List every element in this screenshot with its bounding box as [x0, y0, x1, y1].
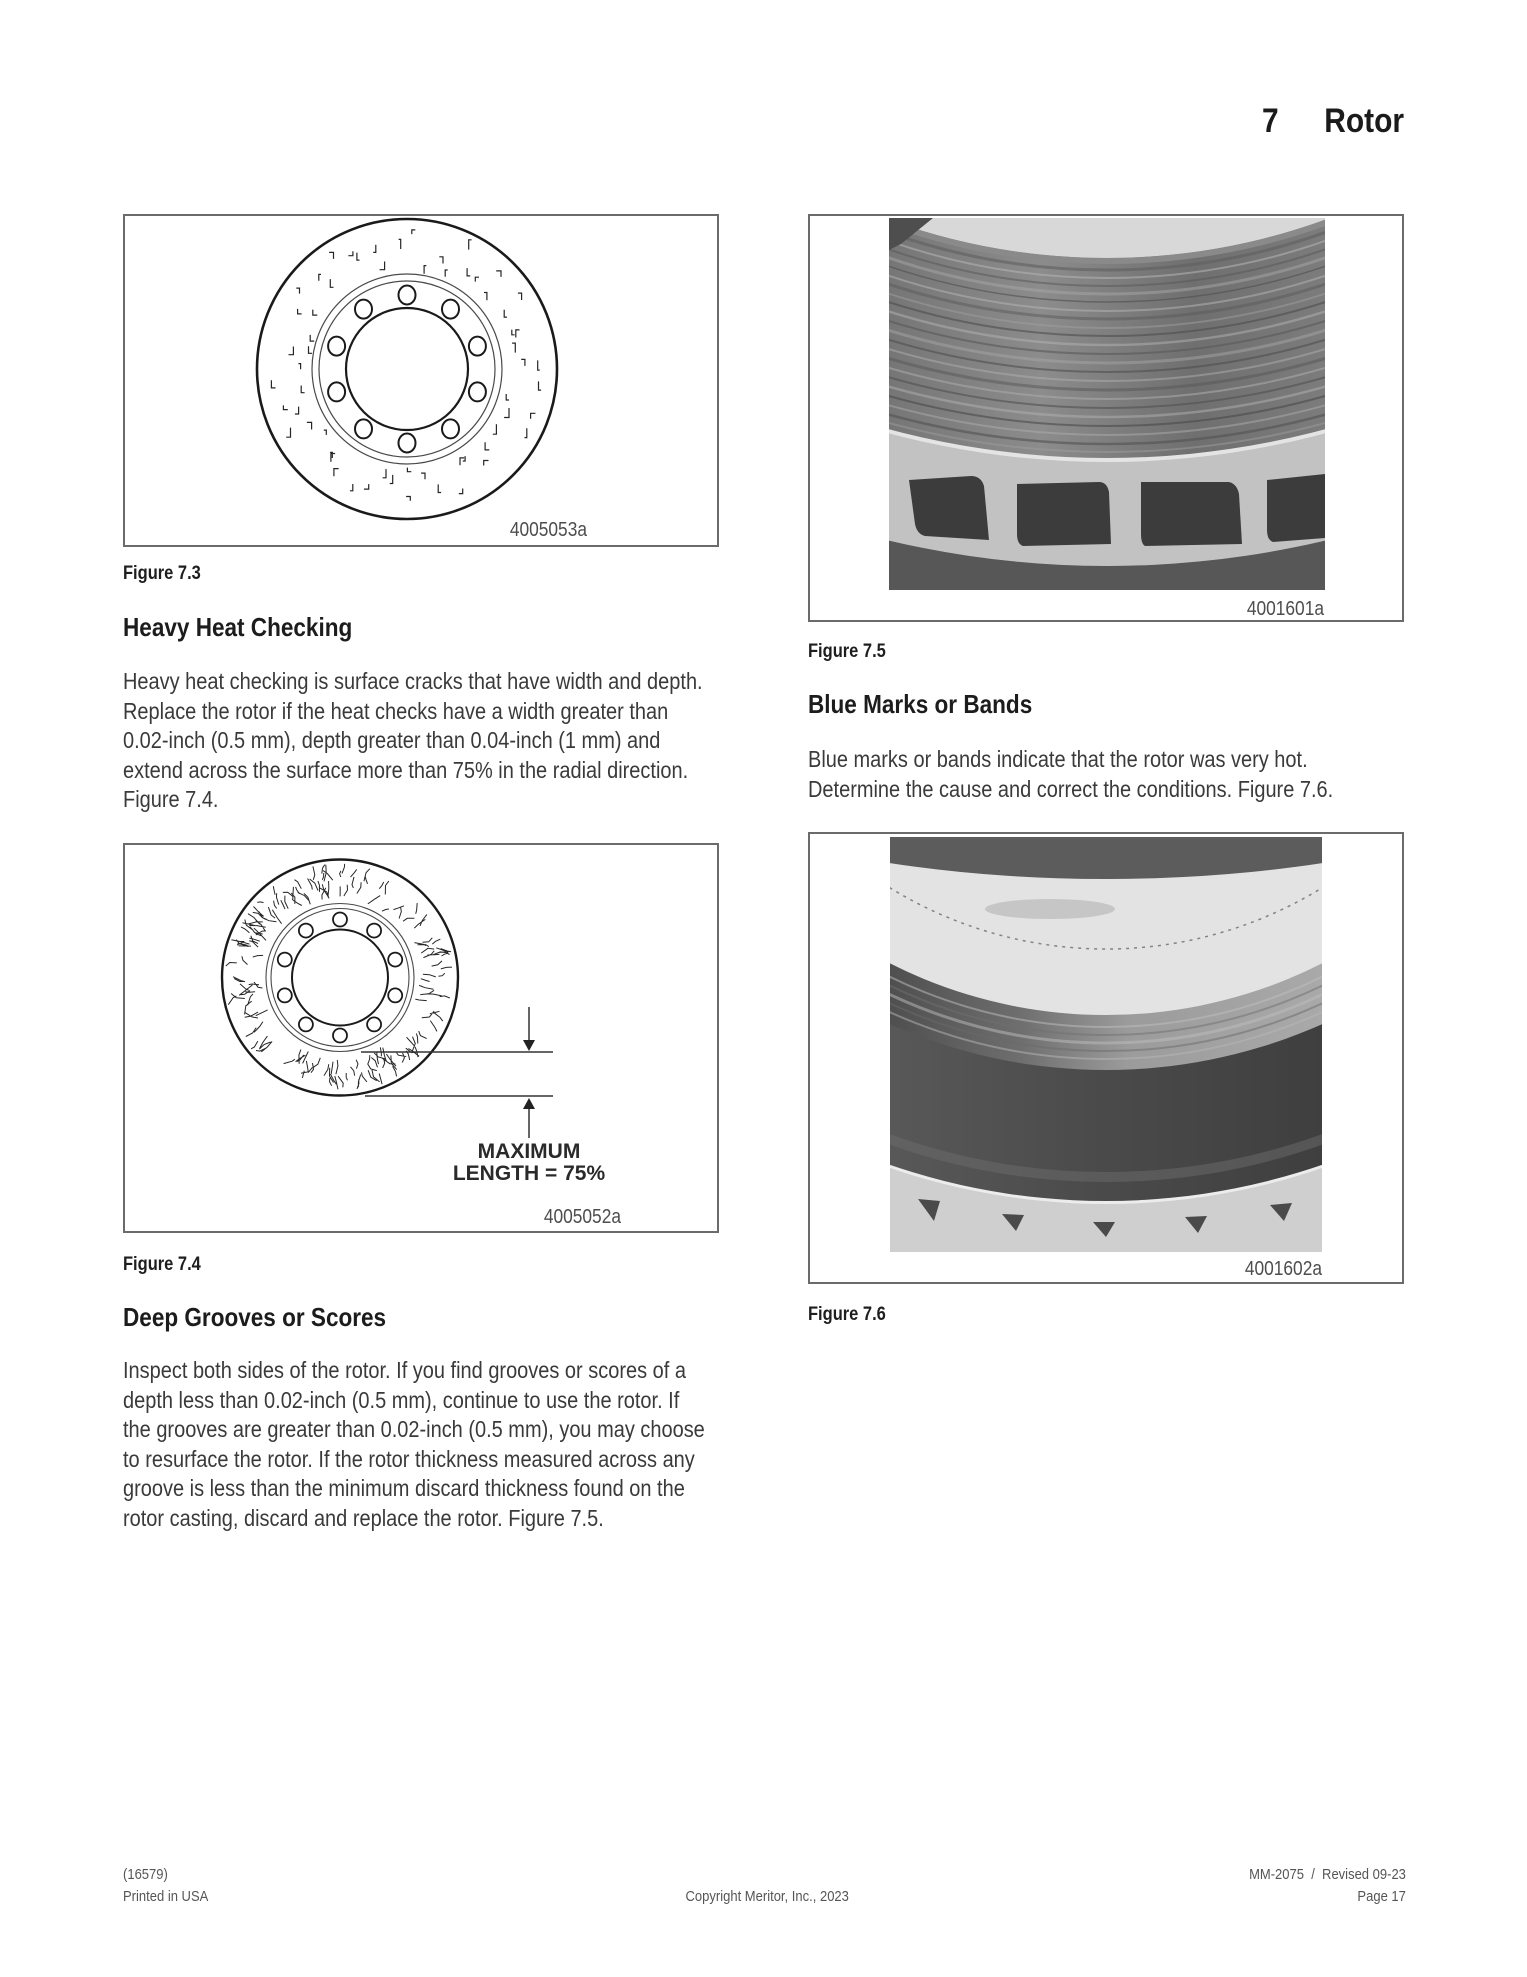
paragraph-blue-marks [808, 745, 1333, 804]
footer-copyright-row [0, 1889, 1527, 1904]
paragraph-line: depth less than 0.02-inch (0.5 mm), continue to use the rotor. If [123, 1386, 680, 1413]
paragraph-heavy-heat-checking [123, 667, 703, 815]
heat-crack-marks [226, 864, 452, 1089]
figure-7-3-image-id: 4005053a [509, 519, 587, 541]
footer-copyright: Copyright Meritor, Inc., 2023 [685, 1888, 849, 1905]
figure-7-6-caption: Figure 7.6 [808, 1304, 886, 1325]
paragraph-line: Heavy heat checking is surface cracks that have width and depth. [123, 668, 703, 694]
paragraph-line: extend across the surface more than 75% in the radial direction. [123, 756, 689, 783]
heading-deep-grooves: Deep Grooves or Scores [123, 1302, 387, 1332]
rotor-light-heat-check-diagram [125, 216, 717, 545]
chapter-title: Rotor [1324, 102, 1404, 140]
paragraph-line: the grooves are greater than 0.02-inch (0.5 mm), you may choose [123, 1416, 705, 1443]
bolt-holes [278, 913, 402, 1043]
paragraph-line: rotor casting, discard and replace the rotor. Figure 7.5. [123, 1504, 604, 1531]
paragraph-line: Determine the cause and correct the conditions. Figure 7.6. [808, 775, 1334, 802]
figure-7-4-frame [123, 843, 719, 1233]
paragraph-deep-grooves [123, 1356, 705, 1534]
figure-7-3-frame [123, 214, 719, 547]
footer-printed: Printed in USA [123, 1888, 209, 1905]
blue-band-rotor-photo [890, 837, 1322, 1252]
paragraph-line: Blue marks or bands indicate that the rotor was very hot. [808, 746, 1308, 772]
paragraph-line: Inspect both sides of the rotor. If you find grooves or scores of a [123, 1357, 686, 1383]
footer-code: (16579) [123, 1866, 168, 1883]
figure-7-4-image-id: 4005052a [543, 1206, 621, 1228]
paragraph-line: to resurface the rotor. If the rotor thickness measured across any [123, 1445, 695, 1472]
callout-maximum: MAXIMUM [477, 1140, 581, 1163]
dimension-lines [361, 1007, 553, 1138]
footer-doc-revision: MM-2075 / Revised 09-23 [1249, 1866, 1406, 1883]
heading-heavy-heat-checking: Heavy Heat Checking [123, 612, 353, 642]
paragraph-line: Figure 7.4. [123, 786, 219, 813]
figure-7-6-frame [808, 832, 1404, 1284]
figure-7-5-caption: Figure 7.5 [808, 641, 886, 662]
paragraph-line: 0.02-inch (0.5 mm), depth greater than 0.04-inch (1 mm) and [123, 727, 661, 754]
figure-7-5-frame [808, 214, 1404, 622]
arrow-up-icon [523, 1098, 535, 1109]
bolt-holes [328, 286, 486, 453]
figure-7-6-image-id: 4001602a [1244, 1258, 1322, 1280]
figure-7-4-caption: Figure 7.4 [123, 1254, 201, 1275]
footer-page-number: Page 17 [1357, 1888, 1406, 1905]
callout-length: LENGTH = 75% [452, 1162, 606, 1185]
heading-blue-marks: Blue Marks or Bands [808, 689, 1033, 719]
figure-7-5-image-id: 4001601a [1246, 598, 1324, 620]
figure-7-3-caption: Figure 7.3 [123, 563, 201, 584]
arrow-down-icon [523, 1040, 535, 1051]
grooved-rotor-photo [889, 218, 1325, 590]
chapter-number: 7 [1262, 102, 1279, 140]
paragraph-line: groove is less than the minimum discard thickness found on the [123, 1475, 685, 1502]
paragraph-line: Replace the rotor if the heat checks have a width greater than [123, 697, 669, 724]
